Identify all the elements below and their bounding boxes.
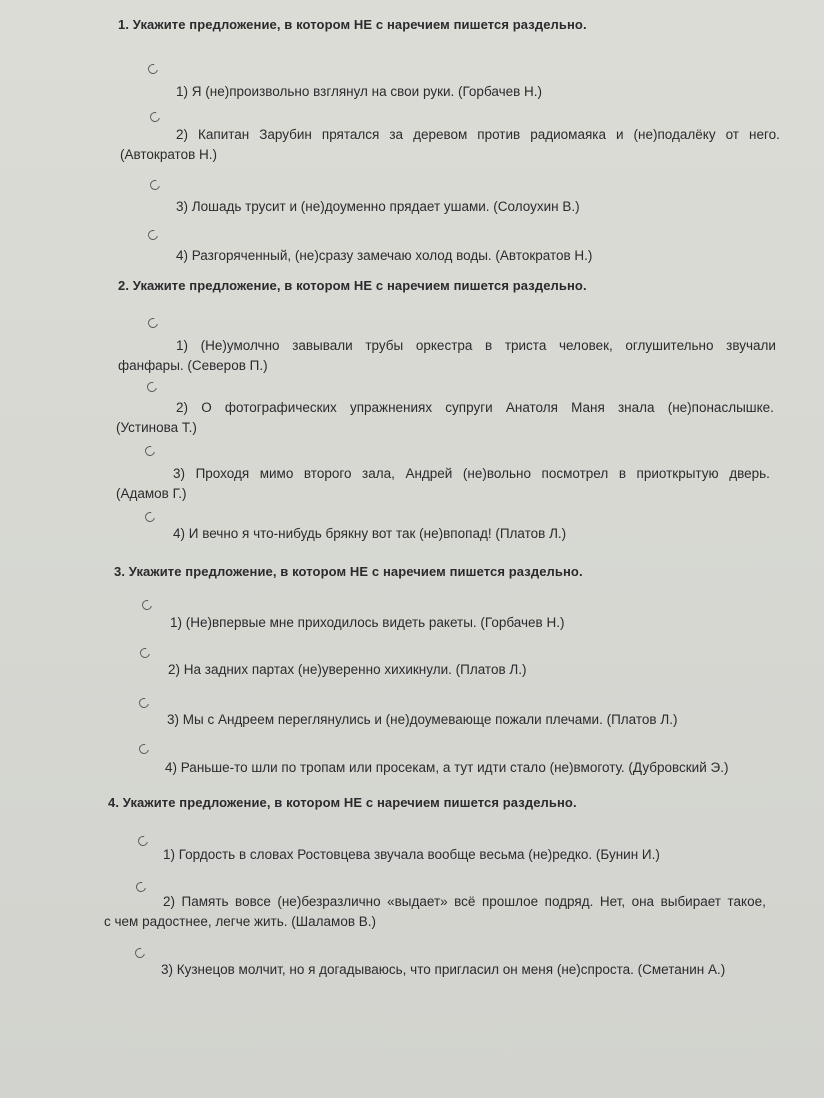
- radio-button[interactable]: [138, 646, 152, 660]
- option-text: 2) Капитан Зарубин прятался за деревом против радиомаяка и (не)подалёку от него.: [176, 127, 780, 142]
- option-text: 4) Разгоряченный, (не)сразу замечаю холод воды. (Автократов Н.): [176, 248, 593, 263]
- answer-option[interactable]: [176, 82, 542, 102]
- option-text: 4) Раньше-то шли по тропам или просекам, а тут идти стало (не)вмоготу. (Дубровский Э.): [165, 760, 729, 775]
- radio-button[interactable]: [137, 696, 151, 710]
- option-text: 3) Мы с Андреем переглянулись и (не)доумевающе пожали плечами. (Платов Л.): [167, 712, 678, 727]
- radio-button[interactable]: [146, 62, 160, 76]
- option-text: 1) (Не)впервые мне приходилось видеть ракеты. (Горбачев Н.): [170, 615, 565, 630]
- option-text-continuation: фанфары. (Северов П.): [118, 358, 268, 373]
- radio-button[interactable]: [146, 228, 160, 242]
- radio-button[interactable]: [143, 510, 157, 524]
- answer-option[interactable]: [161, 960, 725, 980]
- question-title: 4. Укажите предложение, в котором НЕ с наречием пишется раздельно.: [108, 795, 577, 810]
- radio-button[interactable]: [146, 316, 160, 330]
- question-title: 1. Укажите предложение, в котором НЕ с наречием пишется раздельно.: [118, 17, 587, 32]
- option-text: 2) О фотографических упражнениях супруги Анатоля Маня знала (не)понаслышке.: [176, 400, 774, 415]
- option-text: 3) Лошадь трусит и (не)доуменно прядает ушами. (Солоухин В.): [176, 199, 580, 214]
- option-text: 1) (Не)умолчно завывали трубы оркестра в триста человек, оглушительно звучали: [176, 338, 776, 353]
- option-text: 1) Я (не)произвольно взглянул на свои руки. (Горбачев Н.): [176, 84, 543, 99]
- option-text-continuation: с чем радостнее, легче жить. (Шаламов В.): [104, 914, 376, 929]
- answer-option[interactable]: [118, 336, 776, 376]
- question-title: 2. Укажите предложение, в котором НЕ с наречием пишется раздельно.: [118, 278, 587, 293]
- answer-option[interactable]: [173, 524, 566, 544]
- radio-button[interactable]: [143, 444, 157, 458]
- answer-option[interactable]: [120, 125, 780, 165]
- radio-button[interactable]: [148, 178, 162, 192]
- radio-button[interactable]: [133, 946, 147, 960]
- radio-button[interactable]: [140, 598, 154, 612]
- answer-option[interactable]: [168, 660, 527, 680]
- radio-button[interactable]: [137, 742, 151, 756]
- option-text-continuation: (Адамов Г.): [116, 486, 187, 501]
- answer-option[interactable]: [176, 197, 580, 217]
- radio-button[interactable]: [134, 880, 148, 894]
- answer-option[interactable]: [163, 845, 660, 865]
- option-text: 3) Проходя мимо второго зала, Андрей (не)вольно посмотрел в приоткрытую дверь.: [173, 466, 770, 481]
- option-text-continuation: (Автократов Н.): [120, 147, 217, 162]
- answer-option[interactable]: [165, 758, 728, 778]
- radio-button[interactable]: [145, 380, 159, 394]
- answer-option[interactable]: [176, 246, 592, 266]
- option-text: 1) Гордость в словах Ростовцева звучала вообще весьма (не)редко. (Бунин И.): [163, 847, 660, 862]
- answer-option[interactable]: [116, 464, 770, 504]
- answer-option[interactable]: [170, 613, 564, 633]
- option-text: 3) Кузнецов молчит, но я догадываюсь, что пригласил он меня (не)спроста. (Сметанин А.): [161, 962, 726, 977]
- answer-option[interactable]: [104, 892, 766, 932]
- option-text: 2) На задних партах (не)уверенно хихикнули. (Платов Л.): [168, 662, 527, 677]
- option-text: 2) Память вовсе (не)безразлично «выдает» всё прошлое подряд. Нет, она выбирает такое,: [163, 894, 766, 909]
- radio-button[interactable]: [148, 110, 162, 124]
- answer-option[interactable]: [167, 710, 677, 730]
- answer-option[interactable]: [116, 398, 774, 438]
- option-text-continuation: (Устинова Т.): [116, 420, 197, 435]
- option-text: 4) И вечно я что-нибудь брякну вот так (не)впопад! (Платов Л.): [173, 526, 567, 541]
- radio-button[interactable]: [136, 834, 150, 848]
- question-title: 3. Укажите предложение, в котором НЕ с наречием пишется раздельно.: [114, 564, 583, 579]
